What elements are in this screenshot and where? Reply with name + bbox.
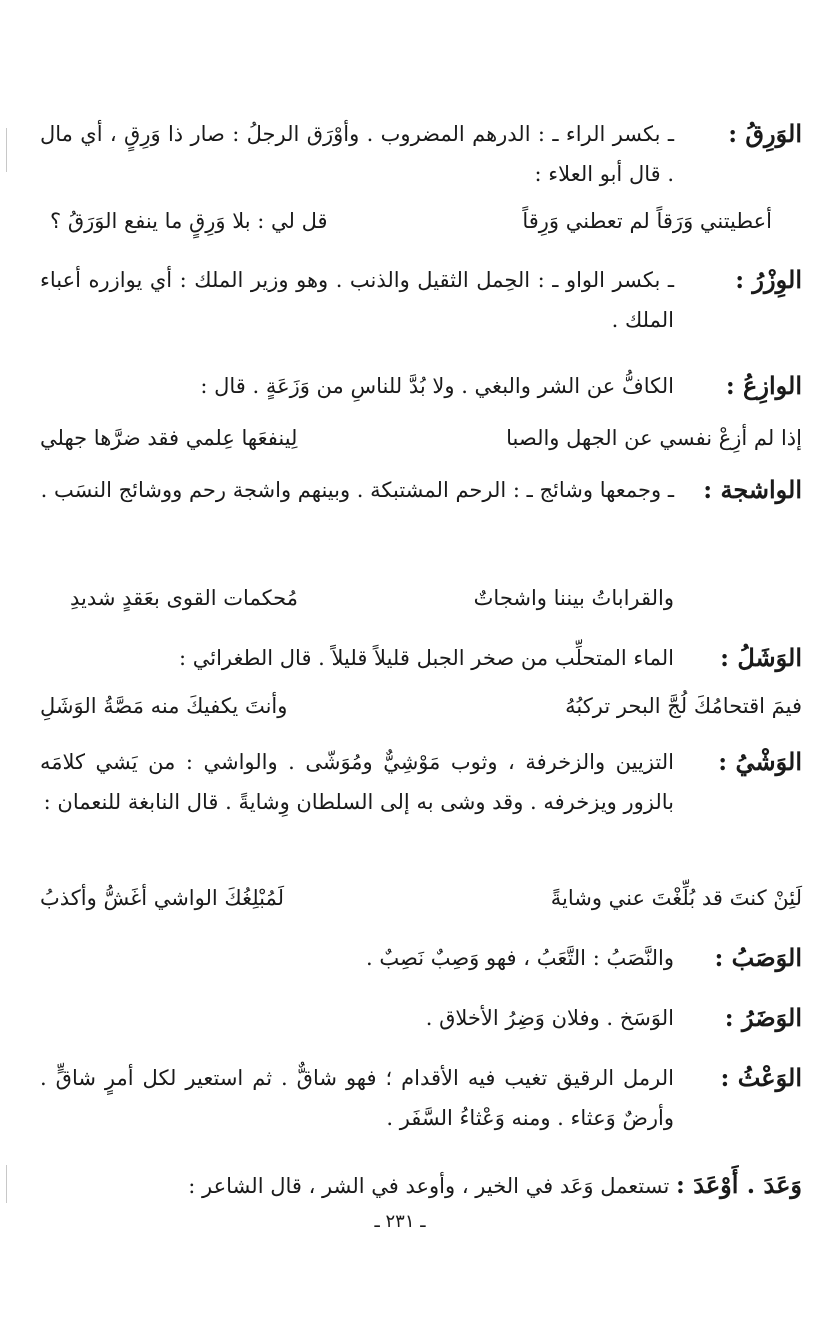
closing-entry bbox=[40, 1165, 802, 1206]
closing-keyword: وَعَدَ . أَوْعَدَ : bbox=[676, 1170, 802, 1199]
entry-definition: الوَسَخ . وفلان وَضِرُ الأخلاق . bbox=[425, 1006, 674, 1030]
entry-wizr bbox=[40, 260, 802, 340]
entry-washy bbox=[40, 742, 802, 862]
entry-headword: الوَشْيُ : bbox=[718, 747, 802, 776]
verse-first-hemistich: فيمَ اقتحامُكَ لُجَّ البحر تركبُهُ bbox=[565, 694, 802, 718]
entry-wadar bbox=[40, 998, 802, 1038]
verse-first-hemistich: أعطيتني وَرَقاً لم تعطني وَرِقاً bbox=[522, 209, 772, 233]
verse-line bbox=[40, 686, 802, 726]
entry-headword: الوَصَبُ : bbox=[714, 943, 802, 972]
entry-definition: التزيين والزخرفة ، وثوب مَوْشِيٌّ ومُوَشّى . والواشي : من يَشي كلامَه بالزور ويزخرفه . وقد وشى به إلى السلطان وِشايةً . قال النابغة للنعمان : bbox=[40, 750, 674, 814]
entry-headword: الوَضَرُ : bbox=[724, 1003, 802, 1032]
entry-wazi bbox=[40, 366, 802, 406]
entry-wasab bbox=[40, 938, 802, 978]
verse-second-hemistich: وأنتَ يكفيكَ منه مَصَّةُ الوَشَلِ bbox=[40, 694, 288, 718]
entry-definition: الماء المتحلِّب من صخر الجبل قليلاً قليلاً . قال الطغرائي : bbox=[179, 646, 674, 670]
entry-headword: الوَشَلُ : bbox=[720, 643, 802, 672]
verse-line bbox=[40, 578, 802, 618]
verse-second-hemistich: مُحكمات القوى بعَقدٍ شديدِ bbox=[70, 586, 298, 610]
verse-line bbox=[40, 878, 802, 918]
entry-definition: ـ وجمعها وشائج ـ : الرحم المشتبكة . وبينهم واشجة رحم ووشائج النسَب . bbox=[40, 478, 674, 502]
verse-line bbox=[40, 418, 802, 458]
entry-wariq bbox=[40, 114, 802, 194]
verse-second-hemistich: لِينفعَها عِلمي فقد ضرَّها جهلي bbox=[40, 426, 298, 450]
entry-definition: الكافُّ عن الشر والبغي . ولا بُدَّ للناسِ من وَزَعَةٍ . قال : bbox=[200, 374, 674, 398]
entry-headword: الوَعْثُ : bbox=[720, 1063, 802, 1092]
closing-text: تستعمل وَعَد في الخير ، وأوعد في الشر ، قال الشاعر : bbox=[188, 1174, 670, 1198]
entry-headword: الوازِعُ : bbox=[725, 371, 802, 400]
entry-headword: الوَرِقُ : bbox=[728, 119, 802, 148]
verse-first-hemistich: إذا لم أزِعْ نفسي عن الجهل والصبا bbox=[506, 426, 802, 450]
page-number: ـ ٢٣١ ـ bbox=[374, 1211, 426, 1232]
verse-line bbox=[50, 201, 772, 241]
entry-definition: الرمل الرقيق تغيب فيه الأقدام ؛ فهو شاقٌّ . ثم استعير لكل أمرٍ شاقٍّ . وأرضٌ وَعثاء . ومنه وَعْثاءُ السَّفَر . bbox=[40, 1066, 674, 1130]
verse-second-hemistich: قل لي : بلا وَرِقٍ ما ينفع الوَرَقُ ؟ bbox=[50, 209, 328, 233]
entry-headword: الواشجة : bbox=[703, 475, 802, 504]
scan-edge-mark bbox=[6, 128, 7, 172]
entry-washal bbox=[40, 638, 802, 678]
verse-first-hemistich: والقراباتُ بيننا واشجاتٌ bbox=[473, 586, 674, 610]
entry-definition: ـ بكسر الراء ـ : الدرهم المضروب . وأوْرَق الرجلُ : صار ذا وَرِقٍ ، أي مال . قال أبو العلاء : bbox=[40, 122, 674, 186]
entry-headword: الوِزْرُ : bbox=[735, 265, 802, 294]
verse-first-hemistich: لَئِنْ كنتَ قد بُلِّغْتَ عني وشايةً bbox=[550, 886, 802, 910]
entry-definition: والنَّصَبُ : التَّعَبُ ، فهو وَصِبٌ نَصِبٌ . bbox=[366, 946, 674, 970]
entry-definition: ـ بكسر الواو ـ : الحِمل الثقيل والذنب . وهو وزير الملك : أي يوازره أعباء الملك . bbox=[40, 268, 674, 332]
verse-second-hemistich: لَمُبْلِغُكَ الواشي أغَشُّ وأكذبُ bbox=[40, 886, 285, 910]
entry-wath bbox=[40, 1058, 802, 1138]
scan-edge-mark bbox=[6, 1165, 7, 1203]
entry-washija bbox=[40, 470, 802, 550]
